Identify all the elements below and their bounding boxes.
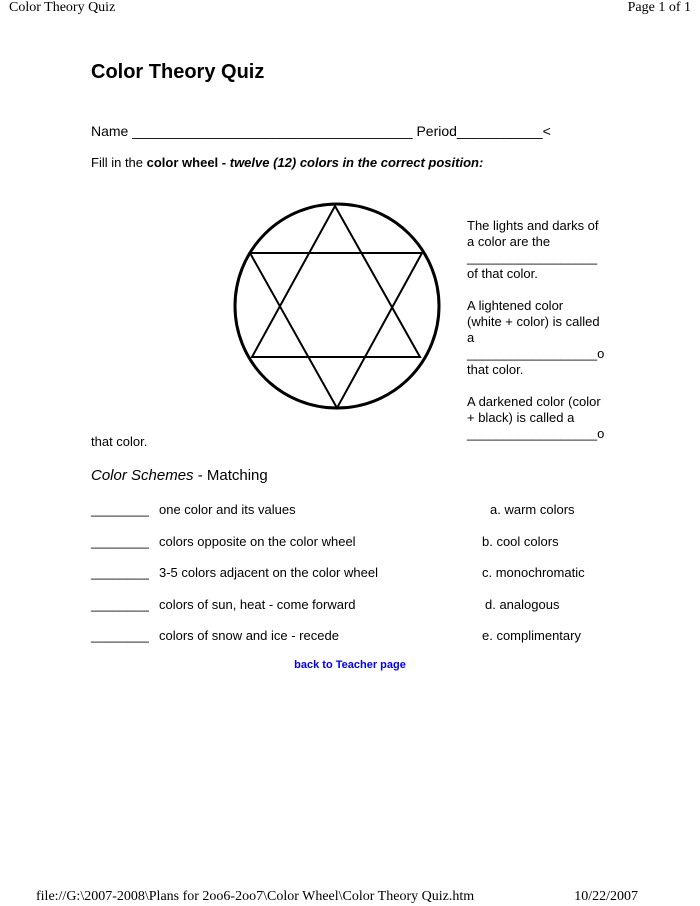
vocab-question-1 — [467, 218, 610, 282]
instruction-prefix: Fill in the — [91, 155, 147, 170]
section-heading-italic: Color Schemes — [91, 467, 194, 484]
vocab-line: + black) is called a — [467, 410, 575, 425]
print-header-page: Page 1 of 1 — [627, 0, 691, 15]
matching-description: colors opposite on the color wheel — [159, 534, 356, 549]
vocabulary-questions — [467, 218, 610, 458]
vocab-question-3 — [467, 394, 610, 442]
answer-blank: ________ — [91, 534, 149, 549]
instruction-bold: color wheel — [146, 155, 219, 170]
print-header-title: Color Theory Quiz — [9, 0, 116, 15]
matching-option: b. cool colors — [482, 534, 559, 549]
matching-description: 3-5 colors adjacent on the color wheel — [159, 565, 378, 580]
vocab-question-2 — [467, 298, 610, 378]
matching-description: colors of sun, heat - come forward — [159, 597, 356, 612]
print-footer-path: file://G:\2007-2008\Plans for 2oo6-2oo7\Color Wheel\Color Theory Quiz.htm — [36, 889, 475, 904]
back-to-teacher-link[interactable]: back to Teacher page — [294, 659, 406, 671]
answer-blank: ________ — [91, 502, 149, 517]
vocab-line: that color. — [467, 362, 524, 377]
matching-option: c. monochromatic — [482, 565, 585, 580]
downward-triangle — [250, 253, 422, 408]
that-color-text: that color. — [91, 434, 148, 449]
vocab-line: __________________ — [467, 250, 598, 265]
vocab-line: A lightened color — [467, 298, 564, 313]
print-footer-date: 10/22/2007 — [574, 889, 638, 904]
name-label: Name — [91, 123, 129, 139]
vocab-line: __________________o — [467, 346, 605, 361]
vocab-line: a color are the — [467, 234, 551, 249]
vocab-line: (white + color) is called — [467, 314, 600, 329]
matching-option: d. analogous — [485, 597, 560, 612]
instruction-line — [91, 155, 483, 170]
instruction-dash: - — [218, 155, 230, 170]
section-heading — [91, 467, 268, 484]
answer-blank: ________ — [91, 597, 149, 612]
vocab-line: a — [467, 330, 475, 345]
matching-description: one color and its values — [159, 502, 296, 517]
period-label: Period — [416, 123, 457, 139]
vocab-line: A darkened color (color — [467, 394, 601, 409]
period-blank: ___________ — [456, 123, 543, 139]
matching-option: e. complimentary — [482, 628, 581, 643]
wheel-circle — [235, 204, 439, 408]
section-heading-rest: - Matching — [193, 467, 268, 484]
upward-triangle — [252, 206, 420, 357]
color-wheel-diagram — [232, 200, 442, 412]
trailing-mark: < — [542, 123, 551, 139]
vocab-line: The lights and darks of — [467, 218, 599, 233]
name-blank: ____________________________________ — [132, 123, 413, 139]
matching-option: a. warm colors — [490, 502, 575, 517]
matching-description: colors of snow and ice - recede — [159, 628, 339, 643]
page-title: Color Theory Quiz — [91, 61, 265, 83]
answer-blank: ________ — [91, 565, 149, 580]
vocab-line: of that color. — [467, 266, 538, 281]
answer-blank: ________ — [91, 628, 149, 643]
name-period-line — [91, 123, 551, 139]
instruction-bold-italic: twelve (12) colors in the correct position: — [229, 155, 484, 170]
vocab-line: __________________o — [467, 426, 605, 441]
